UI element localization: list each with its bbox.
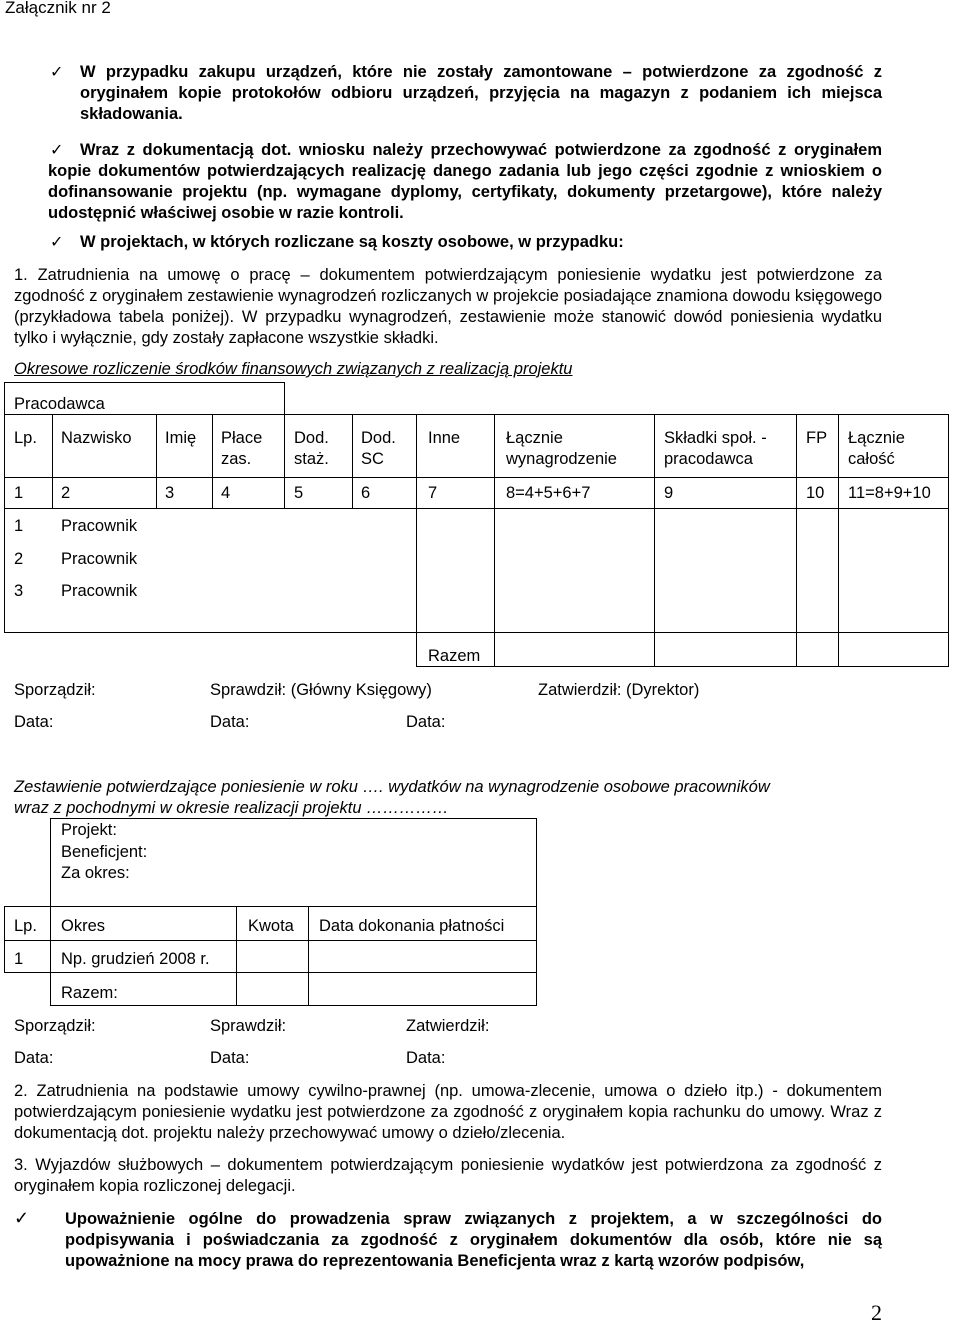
table2-total-label: Razem:: [61, 984, 118, 1002]
table-row-name: Pracownik: [61, 582, 138, 600]
table1-num: 4: [221, 484, 231, 502]
table1-header-total-salary: Łącznie wynagrodzenie: [506, 429, 617, 468]
sign1-prepared: Sporządził:: [14, 681, 96, 699]
paragraph-business-trips: 3. Wyjazdów służbowych – dokumentem potwierdzającym poniesienie wydatków jest potwierdzona za zgodność z oryginałem kopia rozliczonej delegacji.: [14, 1156, 882, 1195]
check-mark-icon: ✓: [50, 234, 64, 251]
table-row-lp: 3: [14, 582, 24, 600]
project-label: Projekt:: [61, 821, 117, 839]
table2-header-amount: Kwota: [248, 917, 294, 935]
table1-num: 9: [664, 484, 674, 502]
table1-num: 8=4+5+6+7: [506, 484, 591, 502]
beneficiary-label: Beneficjent:: [61, 843, 148, 861]
paragraph-civil-contract: 2. Zatrudnienia na podstawie umowy cywilno-prawnej (np. umowa-zlecenie, umowa o dzieło itp.) - dokumentem potwierdzającym poniesienie wydatku jest potwierdzone za zgodność z oryginałem kopia rachunku do umowy. Wraz z dokumentacją dot. projektu należy przechowywać umowy o dzieło/zlecenia.: [14, 1082, 882, 1142]
sign1-approved: Zatwierdził: (Dyrektor): [538, 681, 700, 699]
table1-num: 2: [61, 484, 71, 502]
bullet-purchase: W przypadku zakupu urządzeń, które nie zostały zamontowane – potwierdzone za zgodność z oryginałem kopie protokołów odbioru urządzeń, przyjęcia na magazyn z podaniem ich miejsca składowania.: [80, 63, 882, 123]
table1-header-surname: Nazwisko: [61, 429, 132, 447]
table1-num: 11=8+9+10: [848, 484, 931, 502]
table1-header-lp: Lp.: [14, 429, 37, 447]
sign2-date: Data:: [14, 1049, 54, 1067]
page-number: 2: [871, 1300, 882, 1325]
check-mark-icon: ✓: [50, 142, 64, 159]
sign2-approved: Zatwierdził:: [406, 1017, 490, 1035]
sign1-date: Data:: [210, 713, 250, 731]
bullet-personal-costs: W projektach, w których rozliczane są koszty osobowe, w przypadku:: [80, 233, 624, 251]
paragraph-employment: 1. Zatrudnienia na umowę o pracę – dokumentem potwierdzającym poniesienie wydatku jest potwierdzone za zgodność z oryginałem zestawienie wynagrodzeń rozliczanych w projekcie posiadające znamiona dowodu księgowego (przykładowa tabela poniżej). W przypadku wynagrodzeń, zestawienie może stanowić dowód poniesienia wydatku tylko i wyłącznie, gdy zostały zapłacone wszystkie składki.: [14, 266, 882, 347]
table-row-lp: 2: [14, 550, 24, 568]
table1-header-firstname: Imię: [165, 429, 197, 447]
table1-num: 1: [14, 484, 24, 502]
sign1-checked: Sprawdził: (Główny Księgowy): [210, 681, 432, 699]
sign1-date: Data:: [406, 713, 446, 731]
table-row-name: Pracownik: [61, 517, 138, 535]
sign2-checked: Sprawdził:: [210, 1017, 287, 1035]
table1-header-sc: Dod. SC: [361, 429, 396, 468]
table1-header-seniority: Dod. staż.: [294, 429, 329, 468]
bullet-authorization: Upoważnienie ogólne do prowadzenia spraw związanych z projektem, a w szczególności do podpisywania i poświadczania za zgodność z oryginałem dokumentów dla osób, które nie są upoważnione na mocy prawa do reprezentowania Beneficjenta wraz z kartą wzorów podpisów,: [65, 1210, 882, 1270]
check-mark-icon: ✓: [14, 1208, 30, 1228]
sign2-date: Data:: [406, 1049, 446, 1067]
table1-num: 6: [361, 484, 371, 502]
table-row-lp: 1: [14, 950, 24, 968]
sign1-date: Data:: [14, 713, 54, 731]
table1-header-grand-total: Łącznie całość: [848, 429, 905, 468]
attachment-header: Załącznik nr 2: [5, 0, 111, 17]
check-mark-icon: ✓: [50, 64, 64, 81]
table1-num: 7: [428, 484, 438, 502]
bullet-documentation: Wraz z dokumentacją dot. wniosku należy przechowywać potwierdzone za zgodność z oryginałem kopie dokumentów potwierdzających realizację danego zadania lub jego części zgodnie z wnioskiem o dofinansowanie projektu (np. wymagane dyplomy, certyfikaty, dokumenty przetargowe), które należy udostępnić właściwej osobie w razie kontroli.: [48, 141, 882, 222]
table1-employer-label: Pracodawca: [14, 395, 105, 413]
table1-header-social-contrib: Składki społ. - pracodawca: [664, 429, 767, 468]
table2-title-line2: wraz z pochodnymi w okresie realizacji projektu ……………: [14, 799, 449, 817]
table1-total-label: Razem: [428, 647, 481, 665]
table2-header-payment-date: Data dokonania płatności: [319, 917, 505, 935]
sign2-prepared: Sporządził:: [14, 1017, 96, 1035]
table2-header-period: Okres: [61, 917, 106, 935]
sign2-date: Data:: [210, 1049, 250, 1067]
table2-title-line1: Zestawienie potwierdzające poniesienie w roku …. wydatków na wynagrodzenie osobowe pracowników: [14, 778, 770, 796]
table1-num: 10: [806, 484, 825, 502]
table1-title: Okresowe rozliczenie środków finansowych związanych z realizacją projektu: [14, 360, 573, 378]
table1-num: 5: [294, 484, 304, 502]
table-row-period: Np. grudzień 2008 r.: [61, 950, 210, 968]
table-row-lp: 1: [14, 517, 24, 535]
period-label: Za okres:: [61, 864, 130, 882]
table2-header-lp: Lp.: [14, 917, 37, 935]
table-row-name: Pracownik: [61, 550, 138, 568]
table1-header-fp: FP: [806, 429, 828, 447]
table1-num: 3: [165, 484, 175, 502]
table1-header-other: Inne: [428, 429, 461, 447]
table1-header-base-pay: Płace zas.: [221, 429, 263, 468]
